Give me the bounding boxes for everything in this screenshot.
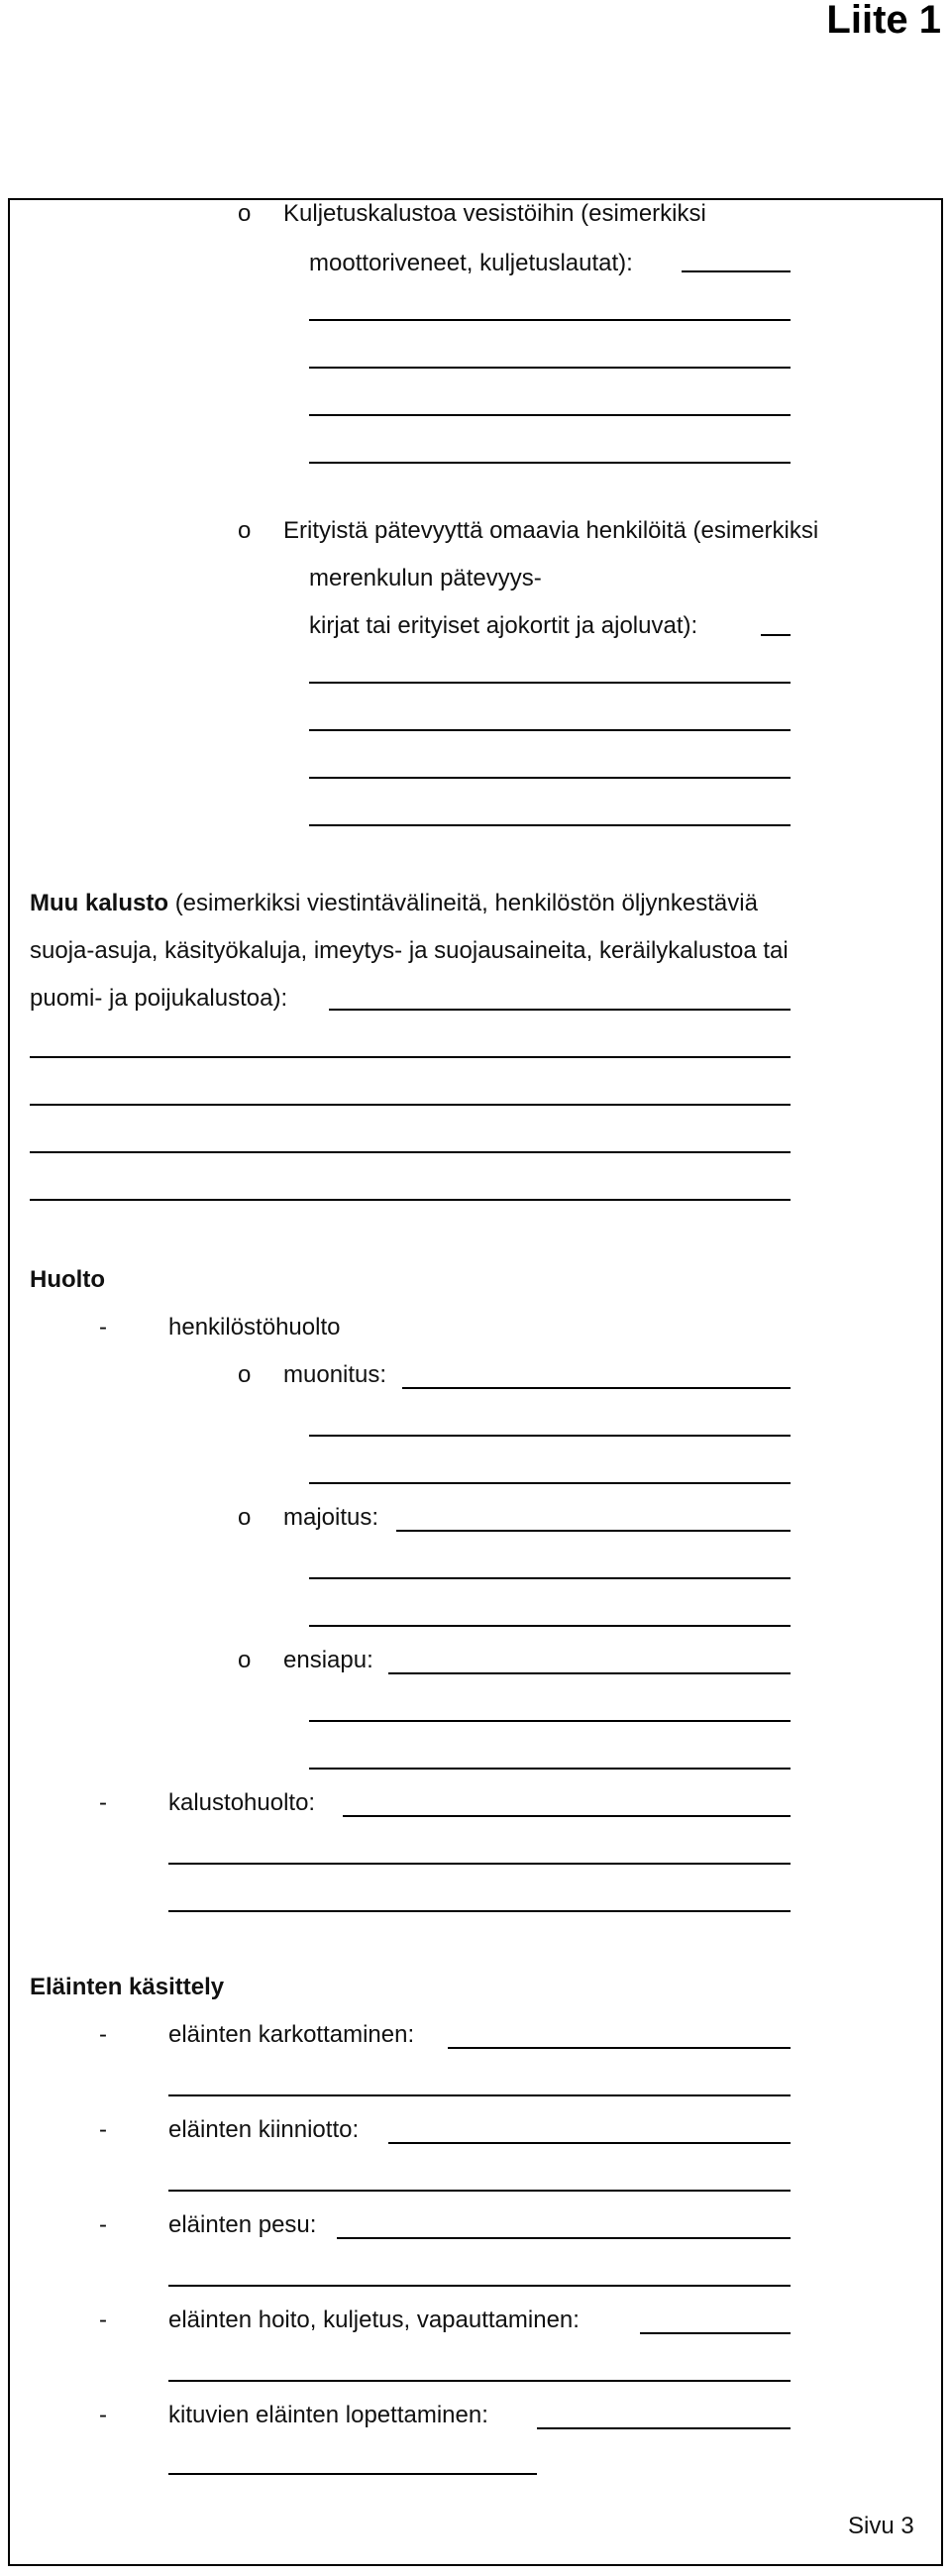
personnel-answer-line[interactable]	[761, 634, 791, 636]
animals-item4-answer-line[interactable]	[168, 2380, 791, 2382]
list-bullet: o	[238, 200, 252, 227]
equipment-maintenance-answer-line[interactable]	[168, 1863, 791, 1865]
first-aid-answer-line[interactable]	[388, 1672, 791, 1674]
other-equipment-line1	[30, 890, 758, 917]
personnel-answer-line[interactable]	[309, 777, 791, 779]
animals-item3-answer-line[interactable]	[168, 2285, 791, 2287]
other-equipment-answer-line[interactable]	[30, 1199, 791, 1201]
other-equipment-answer-line[interactable]	[329, 1009, 791, 1011]
other-equipment-answer-line[interactable]	[30, 1151, 791, 1153]
food-answer-line[interactable]	[309, 1435, 791, 1437]
page-number: Sivu 3	[848, 2513, 914, 2539]
transport-answer-line[interactable]	[309, 319, 791, 321]
personnel-label-line2: merenkulun pätevyys-	[309, 565, 542, 591]
animals-item4-answer-line[interactable]	[640, 2332, 791, 2334]
first-aid-answer-line[interactable]	[309, 1768, 791, 1770]
form-frame	[8, 198, 943, 2566]
animals-item2-answer-line[interactable]	[388, 2142, 791, 2144]
list-bullet: o	[238, 1504, 252, 1531]
animals-item1-answer-line[interactable]	[448, 2047, 791, 2049]
list-dash: -	[99, 1314, 107, 1341]
other-equipment-answer-line[interactable]	[30, 1104, 791, 1106]
transport-answer-line[interactable]	[309, 462, 791, 464]
lodging-answer-line[interactable]	[309, 1577, 791, 1579]
personnel-answer-line[interactable]	[309, 682, 791, 684]
personnel-label-line3: kirjat tai erityiset ajokortit ja ajoluvat):	[309, 612, 698, 639]
first-aid-answer-line[interactable]	[309, 1720, 791, 1722]
lodging-label: majoitus:	[283, 1504, 379, 1531]
list-dash: -	[99, 2402, 107, 2428]
animals-item4-label: eläinten hoito, kuljetus, vapauttaminen:	[168, 2307, 580, 2333]
animals-item1-answer-line[interactable]	[168, 2094, 791, 2096]
transport-answer-line[interactable]	[309, 414, 791, 416]
personnel-answer-line[interactable]	[309, 824, 791, 826]
list-dash: -	[99, 1789, 107, 1816]
animals-item2-answer-line[interactable]	[168, 2190, 791, 2192]
animals-item5-answer-line[interactable]	[168, 2473, 537, 2475]
list-dash: -	[99, 2116, 107, 2143]
other-equipment-desc: (esimerkiksi viestintävälineitä, henkilöstön öljynkestäviä	[174, 890, 758, 916]
food-label: muonitus:	[283, 1361, 387, 1388]
transport-answer-line[interactable]	[309, 367, 791, 369]
lodging-answer-line[interactable]	[309, 1625, 791, 1627]
other-equipment-line3: puomi- ja poijukalustoa):	[30, 985, 288, 1012]
animals-item2-label: eläinten kiinniotto:	[168, 2116, 360, 2143]
transport-label-line2: moottoriveneet, kuljetuslautat):	[309, 250, 633, 276]
animals-item5-label: kituvien eläinten lopettaminen:	[168, 2402, 488, 2428]
attachment-title: Liite 1	[826, 0, 941, 42]
transport-answer-line[interactable]	[682, 270, 791, 272]
other-equipment-line2: suoja-asuja, käsityökaluja, imeytys- ja suojausaineita, keräilykalustoa tai	[30, 937, 789, 964]
list-dash: -	[99, 2211, 107, 2238]
food-answer-line[interactable]	[309, 1482, 791, 1484]
animals-item1-label: eläinten karkottaminen:	[168, 2021, 415, 2048]
list-bullet: o	[238, 1647, 252, 1673]
other-equipment-answer-line[interactable]	[30, 1056, 791, 1058]
transport-label-line1: Kuljetuskalustoa vesistöihin (esimerkiksi	[283, 200, 706, 227]
equipment-maintenance-answer-line[interactable]	[343, 1815, 791, 1817]
maintenance-title: Huolto	[30, 1266, 105, 1293]
staff-maintenance-label: henkilöstöhuolto	[168, 1314, 341, 1341]
list-dash: -	[99, 2021, 107, 2048]
animals-item3-answer-line[interactable]	[337, 2237, 791, 2239]
equipment-maintenance-label: kalustohuolto:	[168, 1789, 316, 1816]
animals-item3-label: eläinten pesu:	[168, 2211, 317, 2238]
animals-item5-answer-line[interactable]	[537, 2427, 791, 2429]
lodging-answer-line[interactable]	[396, 1530, 791, 1532]
other-equipment-title: Muu kalusto	[30, 890, 169, 916]
list-dash: -	[99, 2307, 107, 2333]
first-aid-label: ensiapu:	[283, 1647, 373, 1673]
personnel-label-line1: Erityistä pätevyyttä omaavia henkilöitä (esimerkiksi	[283, 517, 819, 544]
animals-title: Eläinten käsittely	[30, 1974, 225, 2000]
food-answer-line[interactable]	[402, 1387, 791, 1389]
list-bullet: o	[238, 517, 252, 544]
equipment-maintenance-answer-line[interactable]	[168, 1910, 791, 1912]
personnel-answer-line[interactable]	[309, 729, 791, 731]
list-bullet: o	[238, 1361, 252, 1388]
